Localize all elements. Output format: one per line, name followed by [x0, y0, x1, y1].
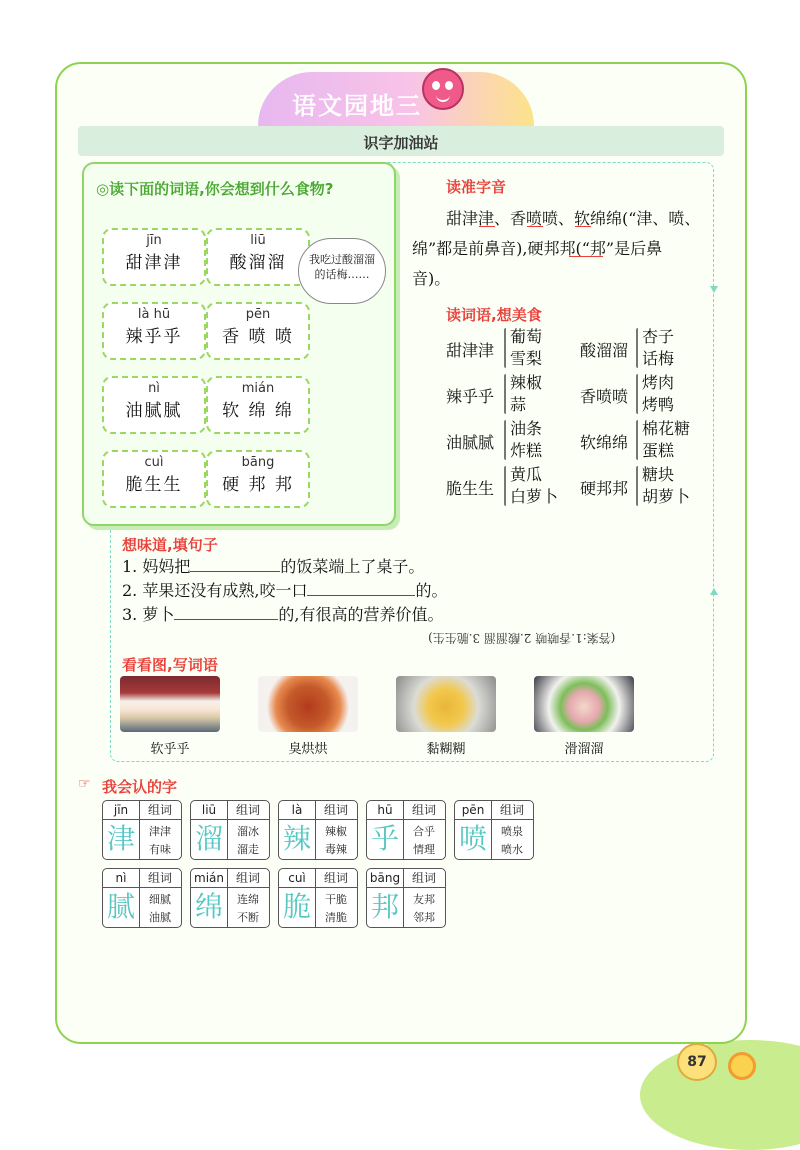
picture-caption: 臭烘烘 — [288, 742, 328, 757]
food-item: 烤肉 — [642, 373, 675, 392]
word-box: nì 油腻腻 — [102, 376, 206, 434]
word-box: liū 酸溜溜 — [206, 228, 310, 286]
speech-bubble-text: 我吃过酸溜溜的话梅…… — [309, 253, 375, 281]
mascot-icon — [422, 68, 464, 110]
section-title: 识字加油站 — [363, 134, 439, 152]
pair-word: 软绵绵 — [580, 433, 629, 452]
brace — [504, 328, 506, 368]
food-item: 胡萝卜 — [642, 487, 691, 506]
char-card: mián 组词 绵 连绵 不断 — [190, 868, 270, 928]
food-item: 炸糕 — [510, 441, 543, 460]
char-card: jīn 组词 津 津津 有味 — [102, 800, 182, 860]
underline — [569, 256, 603, 257]
food-item: 话梅 — [642, 349, 675, 368]
brace — [504, 420, 506, 460]
answer-blank[interactable] — [174, 619, 278, 620]
fill-heading: 想味道,填句子 — [122, 536, 218, 554]
flower-icon — [728, 1052, 756, 1080]
page-number: 87 — [677, 1043, 717, 1081]
food-item: 白萝卜 — [510, 487, 559, 506]
food-item: 黄瓜 — [510, 465, 543, 484]
pair-word: 硬邦邦 — [580, 479, 629, 498]
word-box: jīn 甜津津 — [102, 228, 206, 286]
word-box: là hū 辣乎乎 — [102, 302, 206, 360]
picture-caption: 滑溜溜 — [564, 742, 604, 757]
pronunciation-heading: 读准字音 — [446, 178, 507, 196]
food-item: 棉花糖 — [642, 419, 691, 438]
food-item: 辣椒 — [510, 373, 543, 392]
word-box: bāng 硬 邦 邦 — [206, 450, 310, 508]
word-box: cuì 脆生生 — [102, 450, 206, 508]
underline — [575, 226, 591, 227]
char-section-heading: 我会认的字 — [102, 778, 178, 796]
underline — [527, 226, 543, 227]
char-card: bāng 组词 邦 友邦 邻邦 — [366, 868, 446, 928]
food-item: 蒜 — [510, 395, 527, 414]
sentence-3: 3. 萝卜 的,有很高的营养价值。 — [122, 605, 444, 624]
food-item: 雪梨 — [510, 349, 543, 368]
pronunciation-line: 绵”都是前鼻音),硬邦邦(“邦”是后鼻 — [412, 239, 663, 258]
answer-blank[interactable] — [307, 595, 415, 596]
food-item: 杏子 — [642, 327, 675, 346]
food-item: 葡萄 — [510, 327, 543, 346]
food-item: 糖块 — [642, 465, 675, 484]
stinky-tofu-photo — [258, 676, 358, 732]
corner-decoration — [640, 1040, 800, 1150]
page-title: 语文园地三 — [292, 92, 422, 120]
sentence-2: 2. 苹果还没有成熟,咬一口 的。 — [122, 581, 448, 600]
brace — [636, 328, 638, 368]
answer-blank[interactable] — [190, 571, 280, 572]
slippery-dish-photo — [534, 676, 634, 732]
sticky-food-photo — [396, 676, 496, 732]
word-box: pēn 香 喷 喷 — [206, 302, 310, 360]
arrow-up-icon — [710, 588, 718, 595]
char-card: cuì 组词 脆 干脆 清脆 — [278, 868, 358, 928]
pair-word: 酸溜溜 — [580, 341, 629, 360]
char-card: hū 组词 乎 合乎 情理 — [366, 800, 446, 860]
char-card: pēn 组词 喷 喷泉 喷水 — [454, 800, 534, 860]
food-pairs-heading: 读词语,想美食 — [446, 306, 542, 324]
pair-word: 香喷喷 — [580, 387, 629, 406]
food-item: 油条 — [510, 419, 543, 438]
answer-key: (答案:1.香喷喷 2.酸溜溜 3.脆生生) — [428, 631, 616, 645]
pictures-heading: 看看图,写词语 — [122, 656, 218, 674]
arrow-down-icon — [710, 286, 718, 293]
char-card: liū 组词 溜 溜冰 溜走 — [190, 800, 270, 860]
sentence-1: 1. 妈妈把 的饭菜端上了桌子。 — [122, 557, 425, 576]
pronunciation-line: 音)。 — [412, 269, 451, 288]
char-card: là 组词 辣 辣椒 毒辣 — [278, 800, 358, 860]
food-item: 蛋糕 — [642, 441, 675, 460]
brace — [504, 374, 506, 414]
pronunciation-line: 甜津津、香喷喷、软绵绵(“津、喷、 — [446, 209, 701, 228]
brace — [636, 420, 638, 460]
pointing-hand-icon: ☞ — [78, 776, 91, 792]
pair-word: 脆生生 — [446, 479, 495, 498]
brace — [504, 466, 506, 506]
picture-caption: 软乎乎 — [150, 742, 190, 757]
cake-photo — [120, 676, 220, 732]
char-card: nì 组词 腻 细腻 油腻 — [102, 868, 182, 928]
underline — [479, 226, 495, 227]
word-box: mián 软 绵 绵 — [206, 376, 310, 434]
brace — [636, 374, 638, 414]
pair-word: 甜津津 — [446, 341, 495, 360]
pair-word: 油腻腻 — [446, 433, 495, 452]
food-item: 烤鸭 — [642, 395, 675, 414]
brace — [636, 466, 638, 506]
picture-caption: 黏糊糊 — [426, 742, 466, 757]
pair-word: 辣乎乎 — [446, 387, 495, 406]
panel-instruction: ◎读下面的词语,你会想到什么食物? — [96, 180, 334, 198]
